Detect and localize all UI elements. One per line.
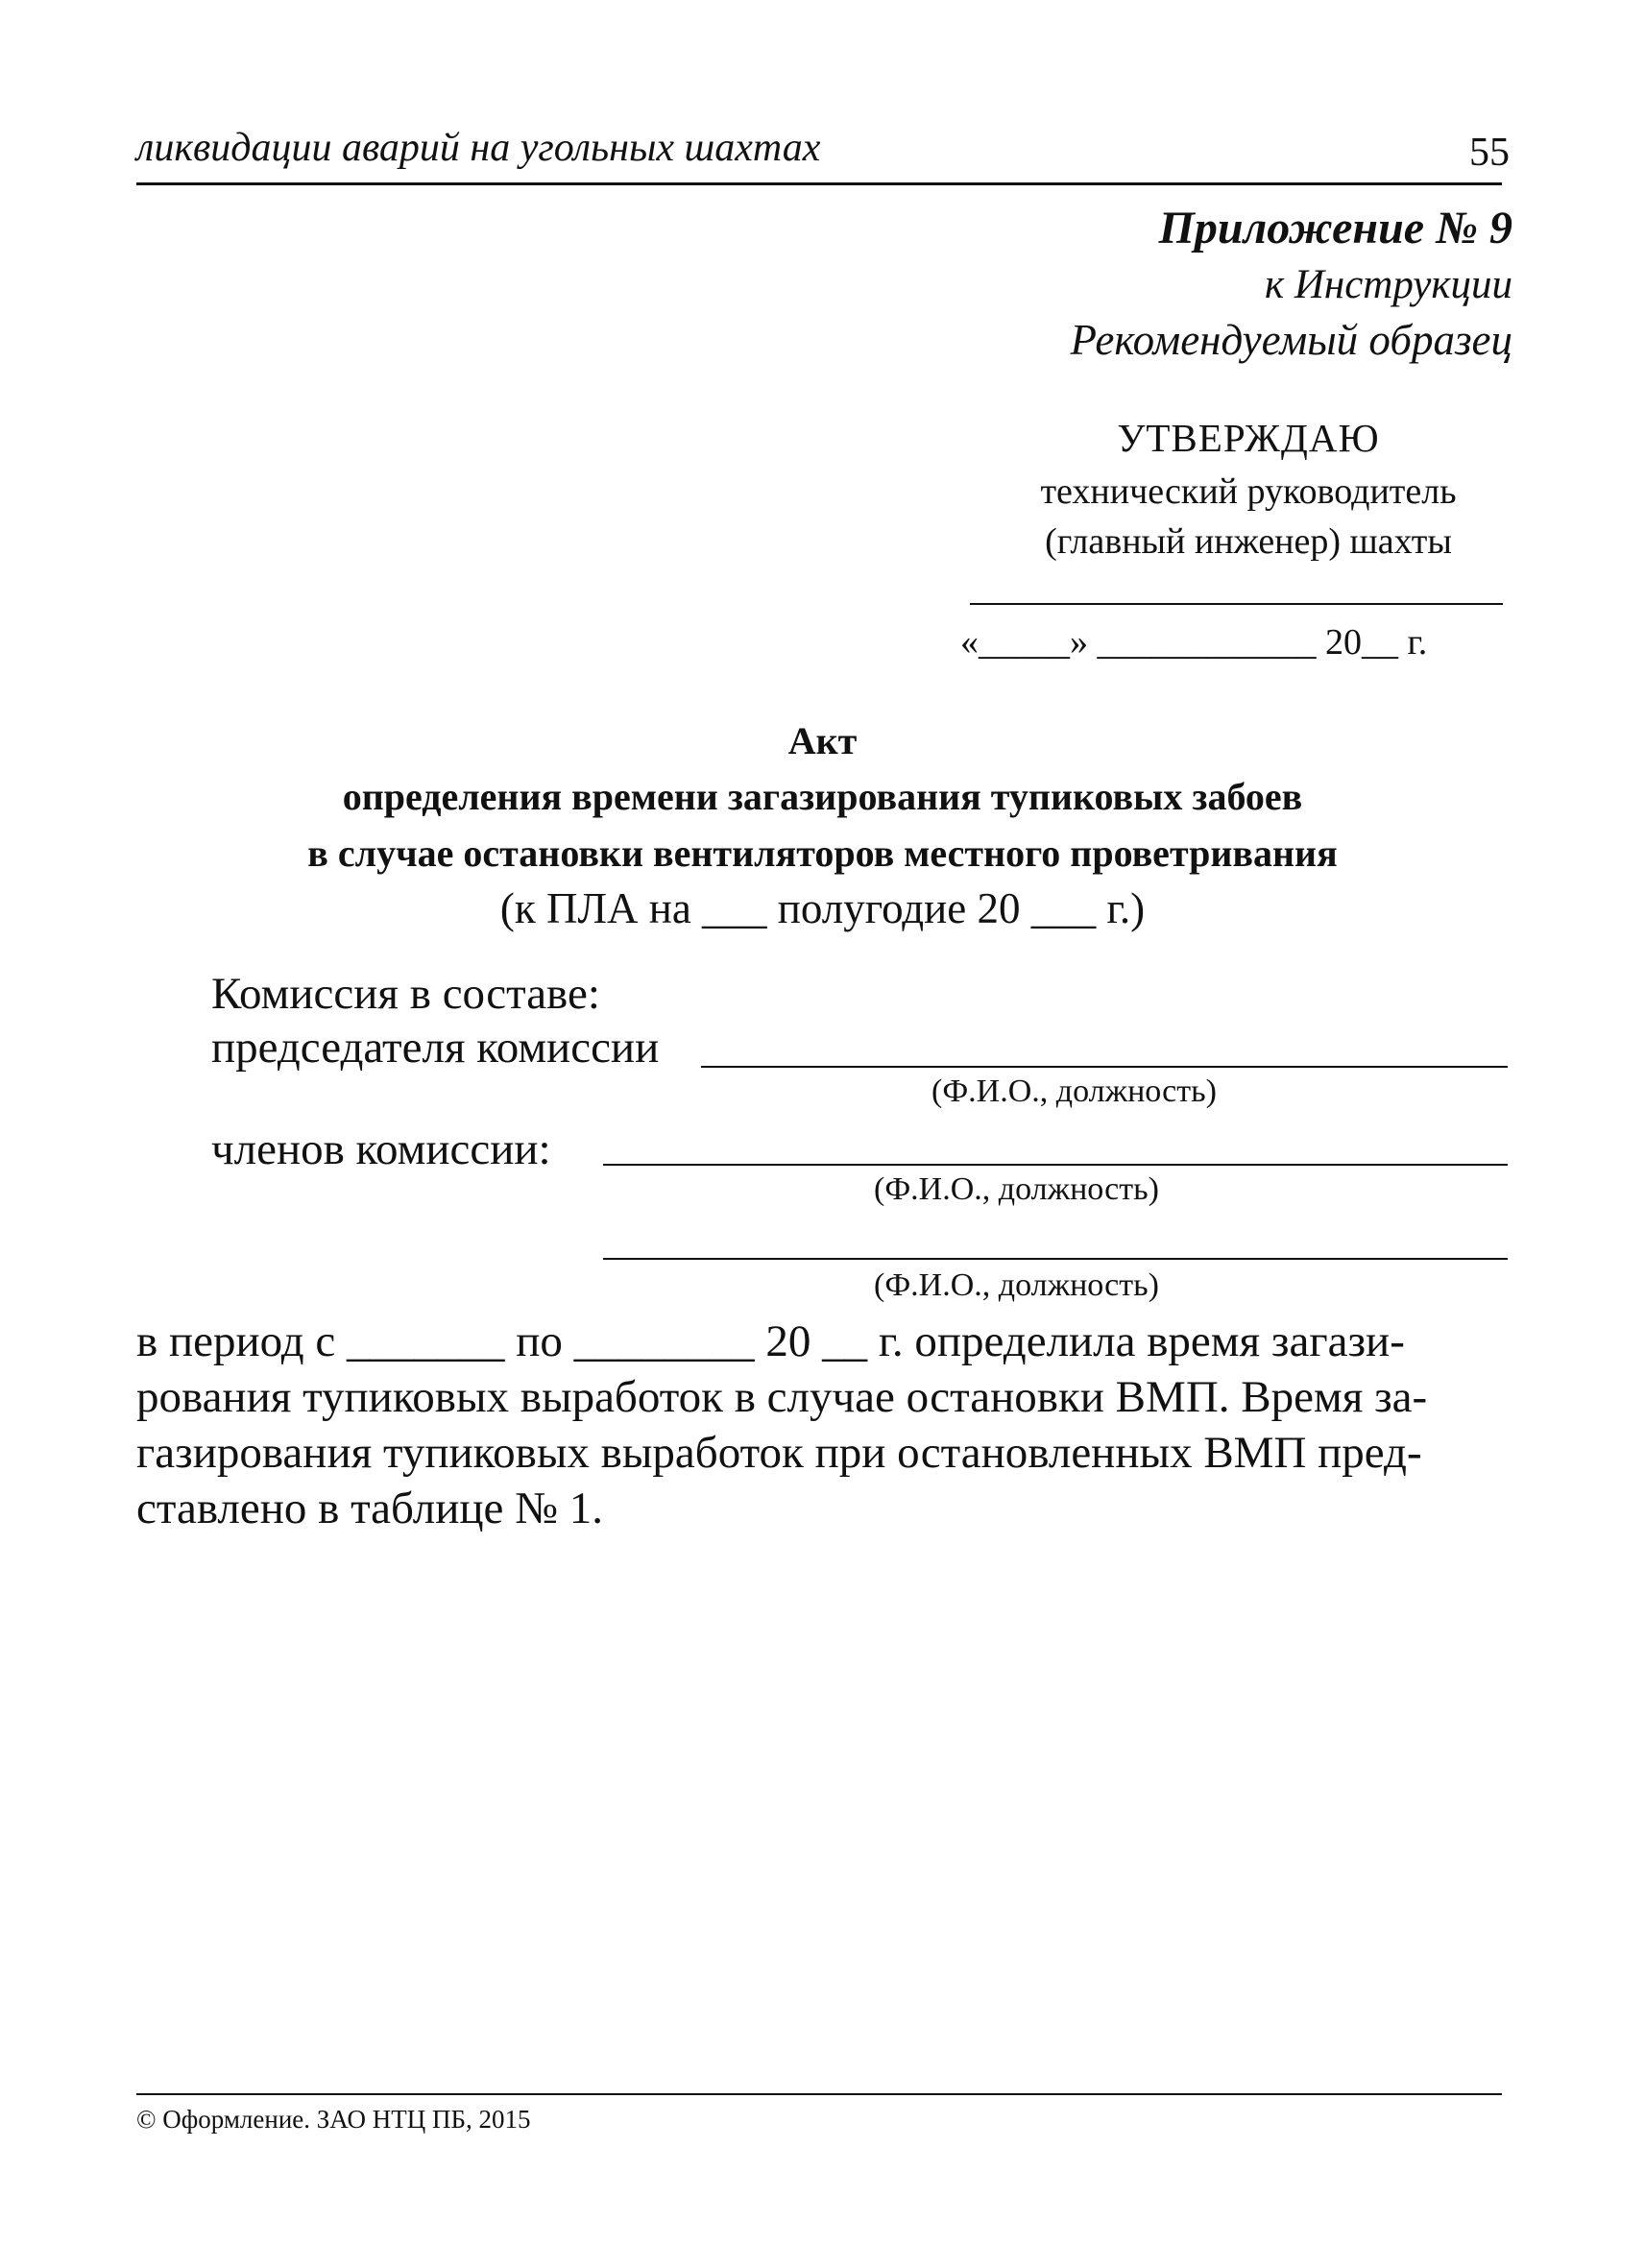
approval-title: УТВЕРЖДАЮ [1117,416,1380,460]
act-subtitle-line2: в случае остановки вентиляторов местного проветривания [307,832,1338,875]
approval-position-line2: (главный инженер) шахты [1045,521,1452,562]
act-subtitle-line3: (к ПЛА на ___ полугодие 20 ___ г.) [499,884,1146,932]
body-line3: газирования тупиковых выработок при остановленных ВМП пред- [136,1428,1422,1478]
member1-field-caption: (Ф.И.О., должность) [874,1171,1159,1207]
running-header-title: ликвидации аварий на угольных шахтах [136,126,821,170]
approval-date-template: «_____» ____________ 20__ г. [960,622,1428,663]
body-line4: ставлено в таблице № 1. [136,1484,603,1533]
members-label: членов комиссии: [211,1124,551,1174]
header-rule [136,182,1502,185]
member1-field-line [603,1164,1508,1166]
member2-field-caption: (Ф.И.О., должность) [874,1267,1159,1303]
chairman-label: председателя комиссии [211,1023,660,1073]
appendix-title: Приложение № 9 [1158,203,1512,253]
chairman-field-line [701,1066,1508,1068]
act-subtitle-line1: определения времени загазирования тупиковых забоев [342,775,1303,818]
chairman-field-caption: (Ф.И.О., должность) [931,1074,1217,1109]
footer-copyright: © Оформление. ЗАО НТЦ ПБ, 2015 [136,2105,531,2134]
approval-position-line1: технический руководитель [1040,471,1457,512]
member2-field-line [603,1258,1508,1260]
page-number: 55 [1469,131,1510,175]
footer-rule [136,2093,1502,2095]
act-title: Акт [787,719,858,762]
body-line1: в период с _______ по ________ 20 __ г. определила время загази- [136,1316,1405,1366]
appendix-subtitle: к Инструкции [1264,262,1512,307]
approval-signature-line [970,603,1503,605]
appendix-sample-label: Рекомендуемый образец [1070,316,1512,364]
commission-heading: Комиссия в составе: [211,969,600,1019]
body-line2: рования тупиковых выработок в случае остановки ВМП. Время за- [136,1372,1428,1422]
